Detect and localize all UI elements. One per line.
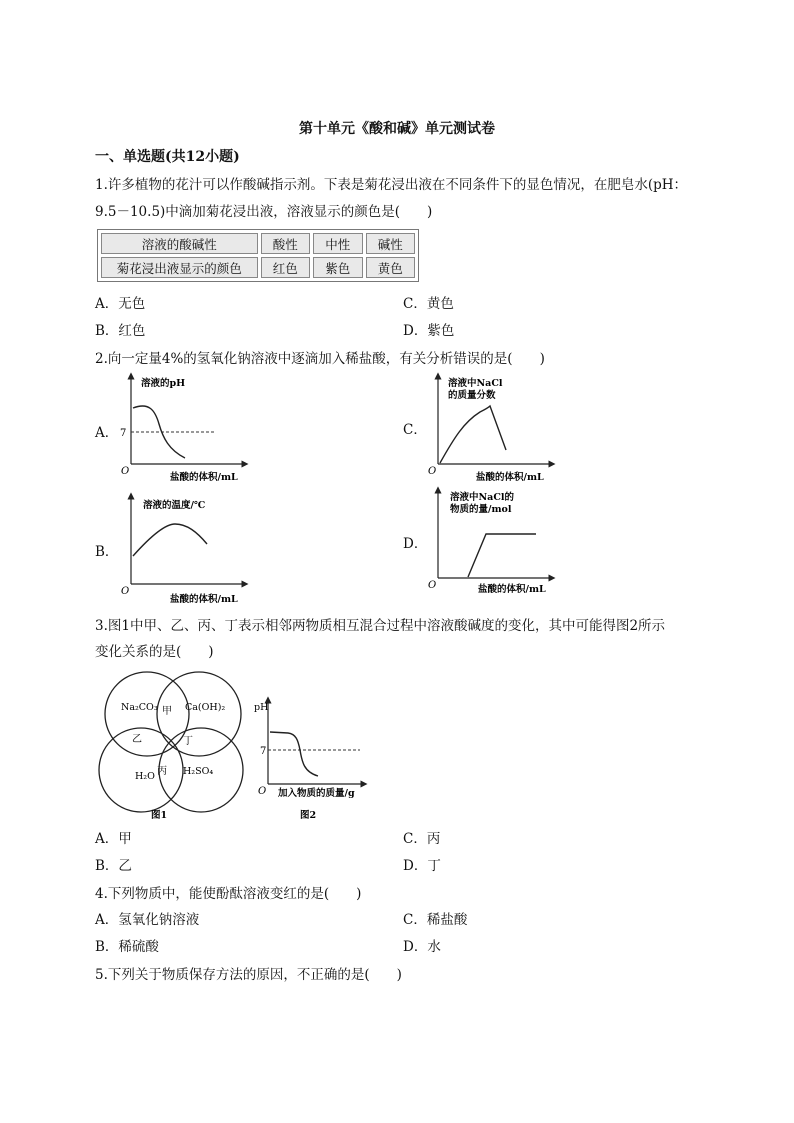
nacl-amount-curve	[468, 534, 536, 577]
table-cell: 溶液的酸碱性	[101, 233, 258, 254]
q1-option-b: B．红色	[95, 323, 146, 339]
jia-label: 甲	[162, 706, 172, 717]
indicator-table	[97, 229, 419, 282]
bing-label: 丙	[157, 766, 167, 777]
q2-label-b: B．	[95, 544, 119, 560]
y-axis-label-1: 溶液中NaCl的	[450, 492, 515, 503]
q4-option-a: A．氢氧化钠溶液	[95, 912, 200, 928]
x-axis-label: 盐酸的体积/mL	[170, 472, 238, 483]
q1-option-c: C．黄色	[403, 296, 454, 312]
table-cell: 碱性	[366, 233, 416, 254]
temperature-curve	[133, 524, 207, 556]
graph-b	[115, 492, 255, 604]
ding-label: 丁	[183, 736, 193, 747]
q3-option-c: C．丙	[403, 831, 441, 847]
section-heading: 一、单选题(共12小题)	[95, 149, 240, 165]
q3-option-d: D．丁	[403, 858, 441, 874]
na2co3-label: Na₂CO₃	[121, 702, 158, 713]
nacl-fraction-curve	[440, 406, 506, 463]
y-axis-label: 溶液的pH	[141, 378, 186, 389]
table-cell: 黄色	[366, 257, 416, 278]
q4-stem: 4.下列物质中，能使酚酞溶液变红的是( )	[95, 886, 362, 902]
q3-option-b: B．乙	[95, 858, 132, 874]
origin-label: O	[121, 466, 130, 477]
y-axis-label-1: 溶液中NaCl	[448, 378, 503, 389]
graph-a	[115, 372, 255, 484]
q3-stem-line1: 3.图1中甲、乙、丙、丁表示相邻两物质相互混合过程中溶液酸碱度的变化，其中可能得图2所示	[95, 618, 666, 634]
circle-na2co3	[105, 672, 189, 756]
origin-label: O	[428, 580, 437, 591]
q1-stem-line2: 9.5－10.5)中滴加菊花浸出液，溶液显示的颜色是( )	[95, 204, 433, 220]
ph-curve	[270, 732, 318, 776]
figure-2-ph-graph	[252, 696, 372, 822]
q2-stem: 2.向一定量4%的氢氧化钠溶液中逐滴加入稀盐酸，有关分析错误的是( )	[95, 351, 545, 367]
h2so4-label: H₂SO₄	[183, 766, 214, 777]
y-axis-label: pH	[254, 702, 269, 713]
q4-option-b: B．稀硫酸	[95, 939, 159, 955]
q4-option-c: C．稀盐酸	[403, 912, 468, 928]
caoh2-label: Ca(OH)₂	[185, 702, 226, 713]
yi-label: 乙	[132, 734, 142, 745]
table-cell: 菊花浸出液显示的颜色	[101, 257, 258, 278]
graph-d	[420, 486, 560, 598]
x-axis-label: 盐酸的体积/mL	[478, 584, 546, 595]
q2-label-a: A．	[95, 425, 119, 441]
figure-1-caption: 图1	[151, 810, 168, 821]
figure-2-caption: 图2	[300, 810, 317, 821]
graph-c	[420, 372, 560, 484]
x-axis-label: 加入物质的质量/g	[278, 788, 355, 799]
x-axis-label: 盐酸的体积/mL	[170, 594, 238, 604]
x-axis-label: 盐酸的体积/mL	[476, 472, 544, 483]
origin-label: O	[258, 786, 267, 797]
figure-1-circles	[95, 668, 245, 822]
seven-tick: 7	[120, 428, 127, 439]
q4-option-d: D．水	[403, 939, 441, 955]
q3-stem-line2: 变化关系的是( )	[95, 644, 214, 660]
page-title: 第十单元《酸和碱》单元测试卷	[299, 121, 495, 137]
q1-option-a: A．无色	[95, 296, 146, 312]
h2o-label: H₂O	[135, 771, 155, 782]
y-axis-label-2: 的质量分数	[448, 390, 496, 401]
table-cell: 酸性	[261, 233, 310, 254]
y-axis-label-2: 物质的量/mol	[450, 504, 512, 515]
q2-label-c: C．	[403, 422, 427, 438]
q2-label-d: D．	[403, 536, 428, 552]
q1-option-d: D．紫色	[403, 323, 455, 339]
table-cell: 红色	[261, 257, 310, 278]
table-cell: 中性	[313, 233, 362, 254]
q3-option-a: A．甲	[95, 831, 132, 847]
origin-label: O	[121, 586, 130, 597]
q1-stem-line1: 1.许多植物的花汁可以作酸碱指示剂。下表是菊花浸出液在不同条件下的显色情况，在肥皂水(pH：	[95, 177, 688, 193]
seven-tick: 7	[260, 746, 267, 757]
origin-label: O	[428, 466, 437, 477]
y-axis-label: 溶液的温度/℃	[143, 500, 206, 511]
q5-stem: 5.下列关于物质保存方法的原因，不正确的是( )	[95, 967, 402, 983]
table-cell: 紫色	[313, 257, 362, 278]
